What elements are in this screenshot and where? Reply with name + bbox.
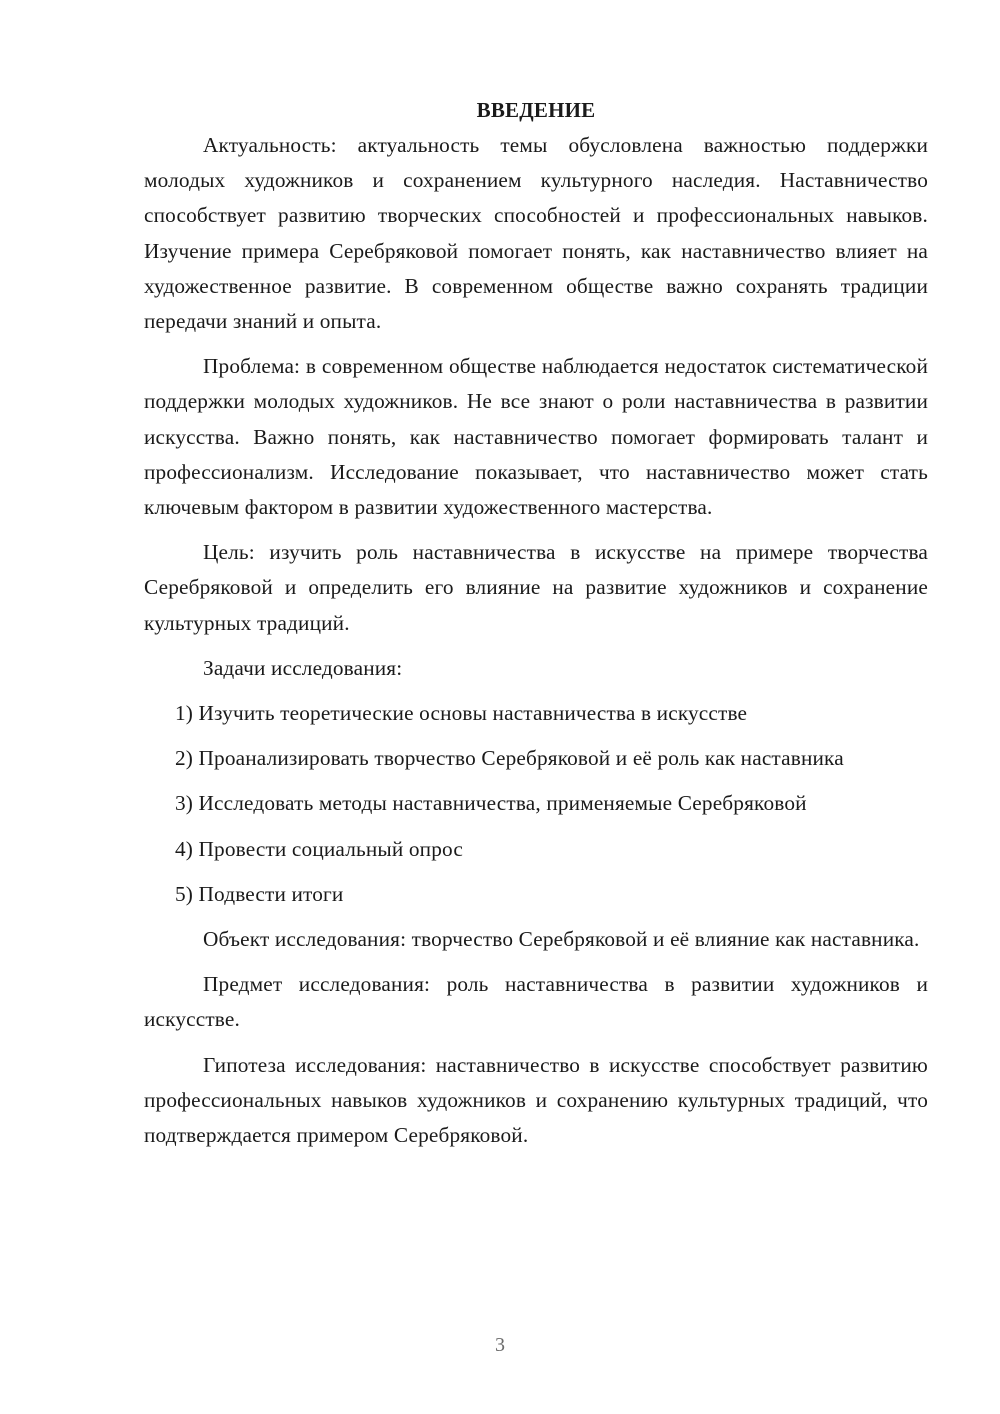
task-item: 2) Проанализировать творчество Серебряковой и её роль как наставника	[175, 746, 844, 771]
subject-paragraph: Предмет исследования: роль наставничества в развитии художников и искусстве.	[144, 972, 928, 1032]
task-item: 1) Изучить теоретические основы наставничества в искусстве	[175, 701, 748, 726]
object-paragraph: Объект исследования: творчество Серебряковой и её влияние как наставника.	[203, 927, 920, 952]
task-item: 5) Подвести итоги	[175, 881, 344, 906]
relevance-paragraph: Актуальность: актуальность темы обусловлена важностью поддержки молодых художников и сохранением культурного наследия. Наставничество способствует развитию творческих способностей и профессиональных навыков. Изучение примера Серебряковой помогает понять, как наставничество влияет на художественное развитие. В современном обществе важно сохранять традиции передачи знаний и опыта.	[144, 133, 928, 334]
task-item: 4) Провести социальный опрос	[175, 836, 463, 861]
document-page	[144, 93, 928, 1153]
goal-paragraph: Цель: изучить роль наставничества в искусстве на примере творчества Серебряковой и определить его влияние на развитие художников и сохранение культурных традиций.	[144, 540, 928, 635]
tasks-heading: Задачи исследования:	[203, 655, 403, 680]
page-title: ВВЕДЕНИЕ	[476, 98, 596, 122]
task-item: 3) Исследовать методы наставничества, применяемые Серебряковой	[175, 791, 807, 816]
page-number: 3	[495, 1334, 505, 1356]
hypothesis-paragraph: Гипотеза исследования: наставничество в искусстве способствует развитию профессиональных навыков художников и сохранению культурных традиций, что подтверждается примером Серебряковой.	[144, 1052, 928, 1148]
problem-paragraph: Проблема: в современном обществе наблюдается недостаток систематической поддержки молодых художников. Не все знают о роли наставничества в развитии искусства. Важно понять, как наставничество помогает формировать талант и профессионализм. Исследование показывает, что наставничество может стать ключевым фактором в развитии художественного мастерства.	[144, 354, 928, 520]
